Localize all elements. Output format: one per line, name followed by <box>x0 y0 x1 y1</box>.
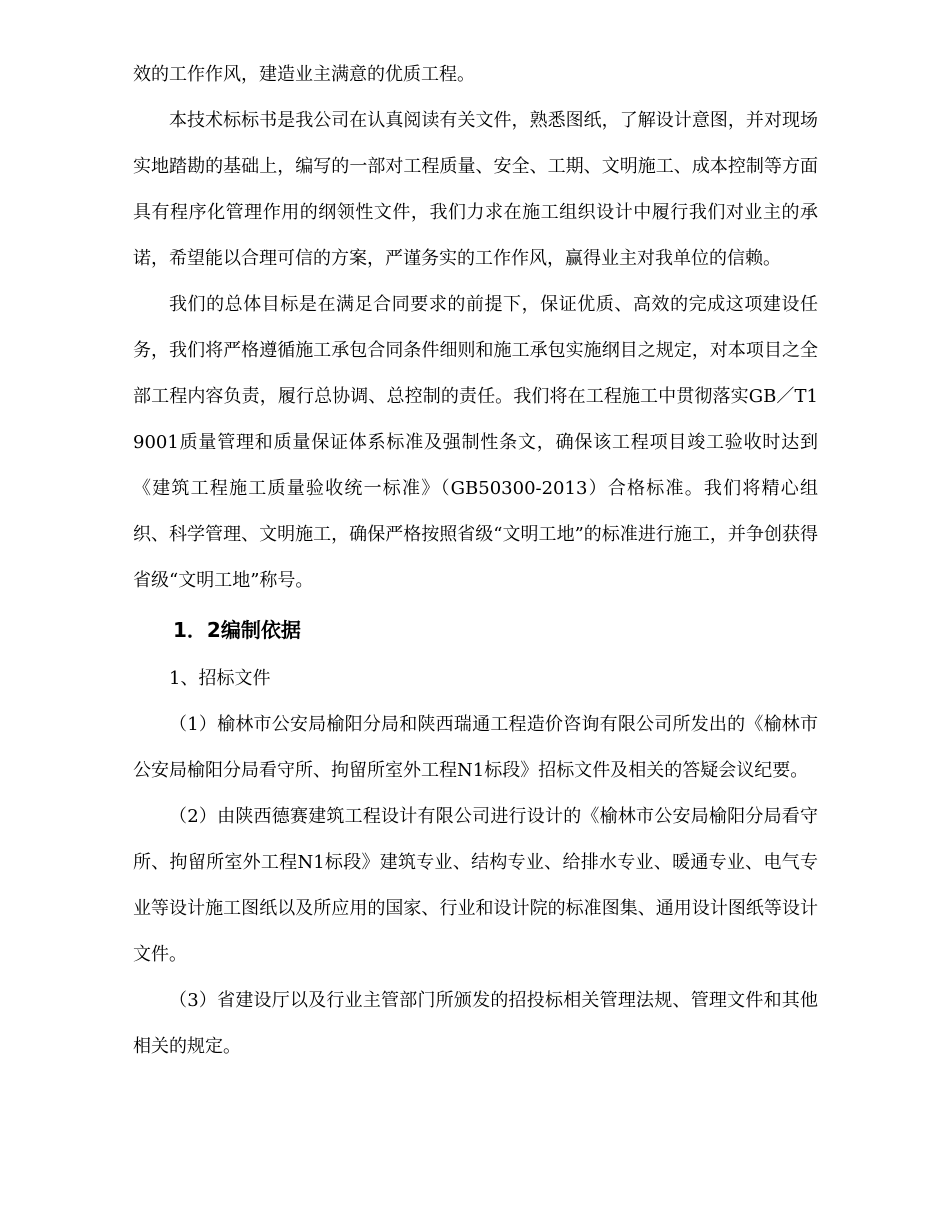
section-heading: 1．2编制依据 <box>173 618 301 642</box>
paragraph-continuation: 效的工作作风，建造业主满意的优质工程。 <box>133 64 475 85</box>
paragraph-technical-bid-intro: 本技术标标书是我公司在认真阅读有关文件，熟悉图纸，了解设计意图，并对现场实地踏勘的基础上，编写的一部对工程质量、安全、工期、文明施工、成本控制等方面具有程序化管理作用的纲领性文件，我们力求在施工组织设计中履行我们对业主的承诺，希望能以合理可信的方案，严谨务实的工作作风，赢得业主对我单位的信赖。 <box>133 110 818 269</box>
paragraph-overall-goal: 我们的总体目标是在满足合同要求的前提下，保证优质、高效的完成这项建设任务，我们将严格遵循施工承包合同条件细则和施工承包实施纲目之规定，对本项目之全部工程内容负责，履行总协调、总控制的责任。我们将在工程施工中贯彻落实GB／T19001质量管理和质量保证体系标准及强制性条文，确保该工程项目竣工验收时达到《建筑工程施工质量验收统一标准》（GB50300-2013）合格标准。我们将精心组织、科学管理、文明施工，确保严格按照省级“文明工地”的标准进行施工，并争创获得省级“文明工地”称号。 <box>133 294 818 591</box>
subsection-title: 1、招标文件 <box>169 668 271 689</box>
list-item: （3）省建设厅以及行业主管部门所颁发的招投标相关管理法规、管理文件和其他相关的规定。 <box>133 990 818 1057</box>
list-item: （2）由陕西德赛建筑工程设计有限公司进行设计的《榆林市公安局榆阳分局看守所、拘留所室外工程N1标段》建筑专业、结构专业、给排水专业、暖通专业、电气专业等设计施工图纸以及所应用的国家、行业和设计院的标准图集、通用设计图纸等设计文件。 <box>133 806 818 965</box>
list-item: （1）榆林市公安局榆阳分局和陕西瑞通工程造价咨询有限公司所发出的《榆林市公安局榆阳分局看守所、拘留所室外工程N1标段》招标文件及相关的答疑会议纪要。 <box>133 714 818 781</box>
document-page <box>133 52 818 1070</box>
